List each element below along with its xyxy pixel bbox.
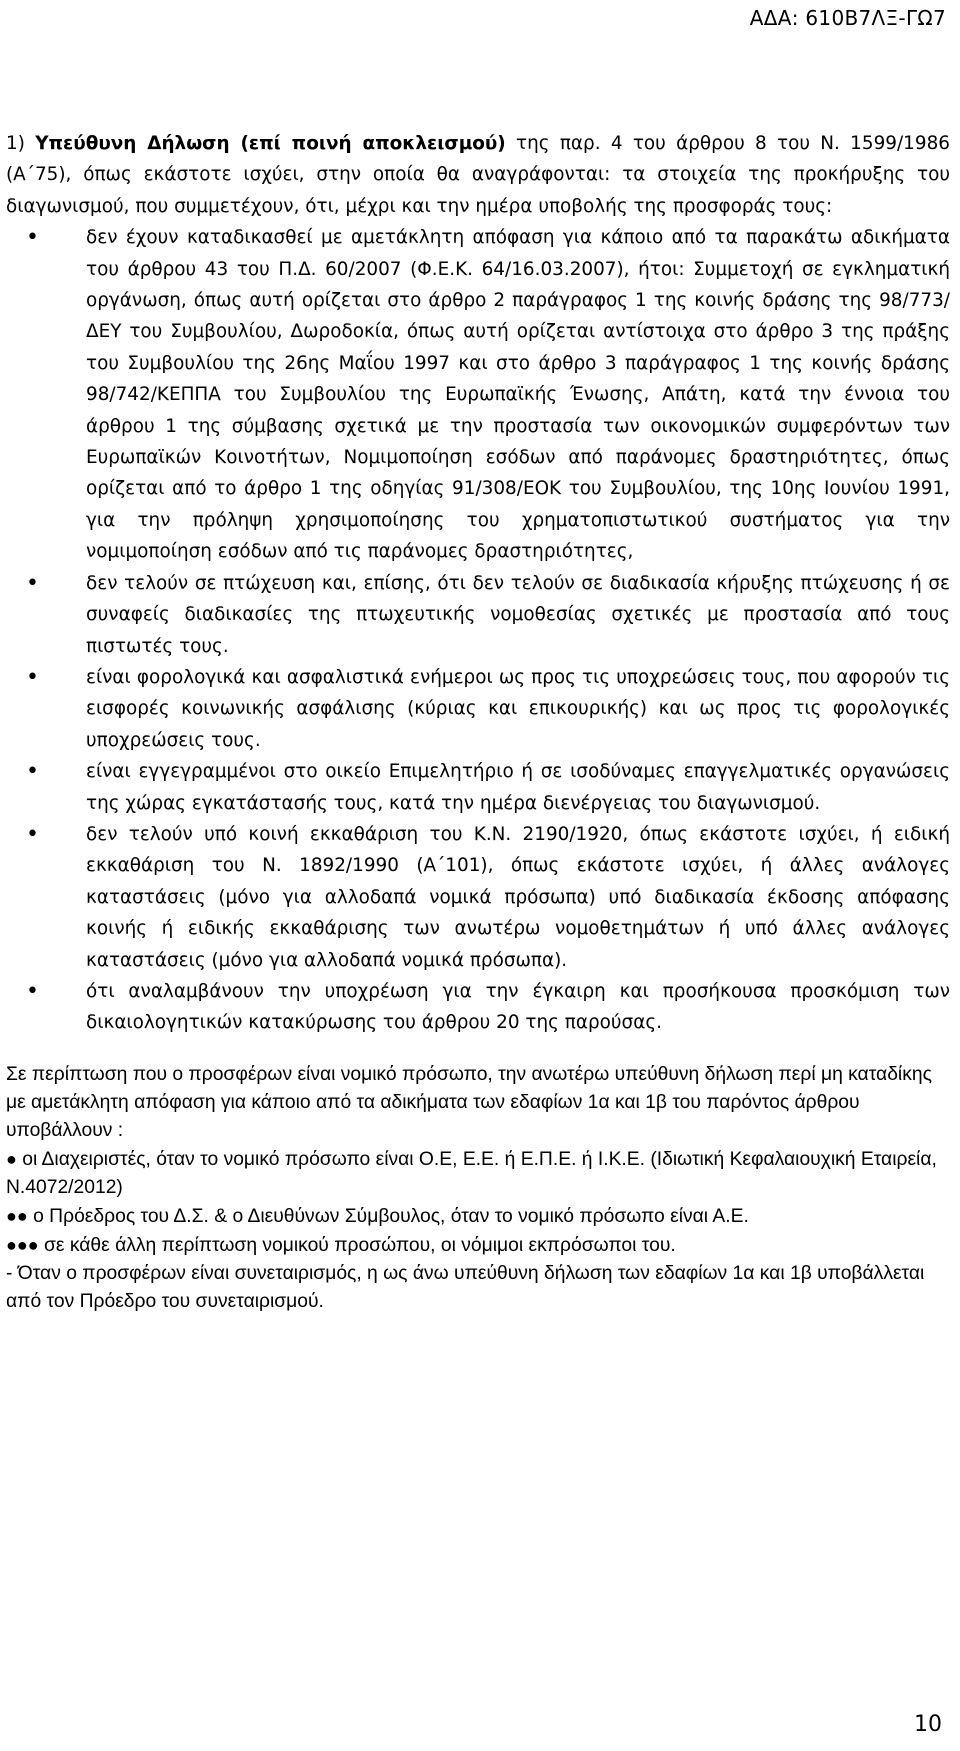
- list-item: • δεν έχουν καταδικασθεί με αμετάκλητη απόφαση για κάποιο από τα παρακάτω αδικήματα του άρθρου 43 του Π.Δ. 60/2007 (Φ.Ε.Κ. 64/16.03.2007), ήτοι: Συμμετοχή σε εγκληματική οργάνωση, όπως αυτή ορίζεται στο άρθρο 2 παράγραφος 1 της κοινής δράσης της 98/773/ΔΕΥ του Συμβουλίου, Δωροδοκία, όπως αυτή ορίζεται αντίστοιχα στο άρθρο 3 της πράξης του Συμβουλίου της 26ης Μαΐου 1997 και στο άρθρο 3 παράγραφος 1 της κοινής δράσης 98/742/ΚΕΠΠΑ του Συμβουλίου της Ευρωπαϊκής Ένωσης, Απάτη, κατά την έννοια του άρθρου 1 της σύμβασης σχετικά με την προστασία των οικονομικών συμφερόντων των Ευρωπαϊκών Κοινοτήτων, Νομιμοποίηση εσόδων από παράνομες δραστηριότητες, όπως ορίζεται από το άρθρο 1 της οδηγίας 91/308/ΕΟΚ του Συμβουλίου, της 10ης Ιουνίου 1991, για την πρόληψη χρησιμοποίησης του χρηματοπιστωτικού συστήματος για την νομιμοποίηση εσόδων από τις παράνομες δραστηριότητες,: [86, 222, 950, 567]
- document-body: [6, 128, 950, 1316]
- case-marker: ●●: [6, 1205, 28, 1226]
- case-text: ο Πρόεδρος του Δ.Σ. & ο Διευθύνων Σύμβουλος, όταν το νομικό πρόσωπο είναι Α.Ε.: [27, 1205, 749, 1227]
- case-managers: [6, 1145, 950, 1202]
- list-item: • δεν τελούν σε πτώχευση και, επίσης, ότι δεν τελούν σε διαδικασία κήρυξης πτώχευσης ή σε συναφείς διαδικασίες της πτωχευτικής νομοθεσίας σχετικές με προστασία από τους πιστωτές τους.: [86, 568, 950, 662]
- requirements-list: [6, 222, 950, 1039]
- item-1-title: Υπεύθυνη Δήλωση (επί ποινή αποκλεισμού): [35, 133, 506, 154]
- legal-entity-intro: Σε περίπτωση που ο προσφέρων είναι νομικό πρόσωπο, την ανωτέρω υπεύθυνη δήλωση περί μη καταδίκης με αμετάκλητη απόφαση για κάποιο από τα αδικήματα των εδαφίων 1α και 1β του παρόντος άρθρου υποβάλλουν :: [6, 1063, 932, 1141]
- case-board: [6, 1202, 950, 1231]
- legal-entity-section: [6, 1061, 950, 1316]
- page-number: 10: [914, 1712, 942, 1737]
- item-1-number: 1): [6, 133, 25, 154]
- item-1-paragraph: [6, 128, 950, 222]
- case-marker: ●●●: [6, 1234, 39, 1255]
- case-text: οι Διαχειριστές, όταν το νομικό πρόσωπο είναι Ο.Ε, Ε.Ε. ή Ε.Π.Ε. ή Ι.Κ.Ε. (Ιδιωτική Κεφαλαιουχική Εταιρεία, Ν.4072/2012): [6, 1148, 937, 1198]
- item-1-intro: της παρ. 4 του άρθρου 8 του Ν. 1599/1986 (Α΄75), όπως εκάστοτε ισχύει, στην οποία θα αναγράφονται: τα στοιχεία της προκήρυξης του διαγωνισμού, που συμμετέχουν, ότι, μέχρι και την ημέρα υποβολής της προσφοράς τους:: [6, 133, 950, 217]
- case-marker: ●: [6, 1148, 17, 1169]
- list-item: • ότι αναλαμβάνουν την υποχρέωση για την έγκαιρη και προσήκουσα προσκόμιση των δικαιολογητικών κατακύρωσης του άρθρου 20 της παρούσας.: [86, 976, 950, 1039]
- list-item: • είναι εγγεγραμμένοι στο οικείο Επιμελητήριο ή σε ισοδύναμες επαγγελματικές οργανώσεις της χώρας εγκατάστασής τους, κατά την ημέρα διενέργειας του διαγωνισμού.: [86, 756, 950, 819]
- list-item: • δεν τελούν υπό κοινή εκκαθάριση του Κ.Ν. 2190/1920, όπως εκάστοτε ισχύει, ή ειδική εκκαθάριση του Ν. 1892/1990 (Α΄101), όπως εκάστοτε ισχύει, ή άλλες ανάλογες καταστάσεις (μόνο για αλλοδαπά νομικά πρόσωπα) υπό διαδικασία έκδοσης απόφασης κοινής ή ειδικής εκκαθάρισης των ανωτέρω νομοθετημάτων ή υπό άλλες ανάλογες καταστάσεις (μόνο για αλλοδαπά νομικά πρόσωπα).: [86, 819, 950, 976]
- ada-code: ΑΔΑ: 610Β7ΛΞ-ΓΩ7: [749, 6, 946, 30]
- list-item: • είναι φορολογικά και ασφαλιστικά ενήμεροι ως προς τις υποχρεώσεις τους, που αφορούν τις εισφορές κοινωνικής ασφάλισης (κύριας και επικουρικής) και ως προς τις φορολογικές υποχρεώσεις τους.: [86, 662, 950, 756]
- case-text: σε κάθε άλλη περίπτωση νομικού προσώπου, οι νόμιμοι εκπρόσωποι του.: [38, 1234, 676, 1256]
- case-other: [6, 1231, 950, 1260]
- consortium-note: - Όταν ο προσφέρων είναι συνεταιρισμός, η ως άνω υπεύθυνη δήλωση των εδαφίων 1α και 1β υποβάλλεται από τον Πρόεδρο του συνεταιρισμού.: [6, 1262, 925, 1312]
